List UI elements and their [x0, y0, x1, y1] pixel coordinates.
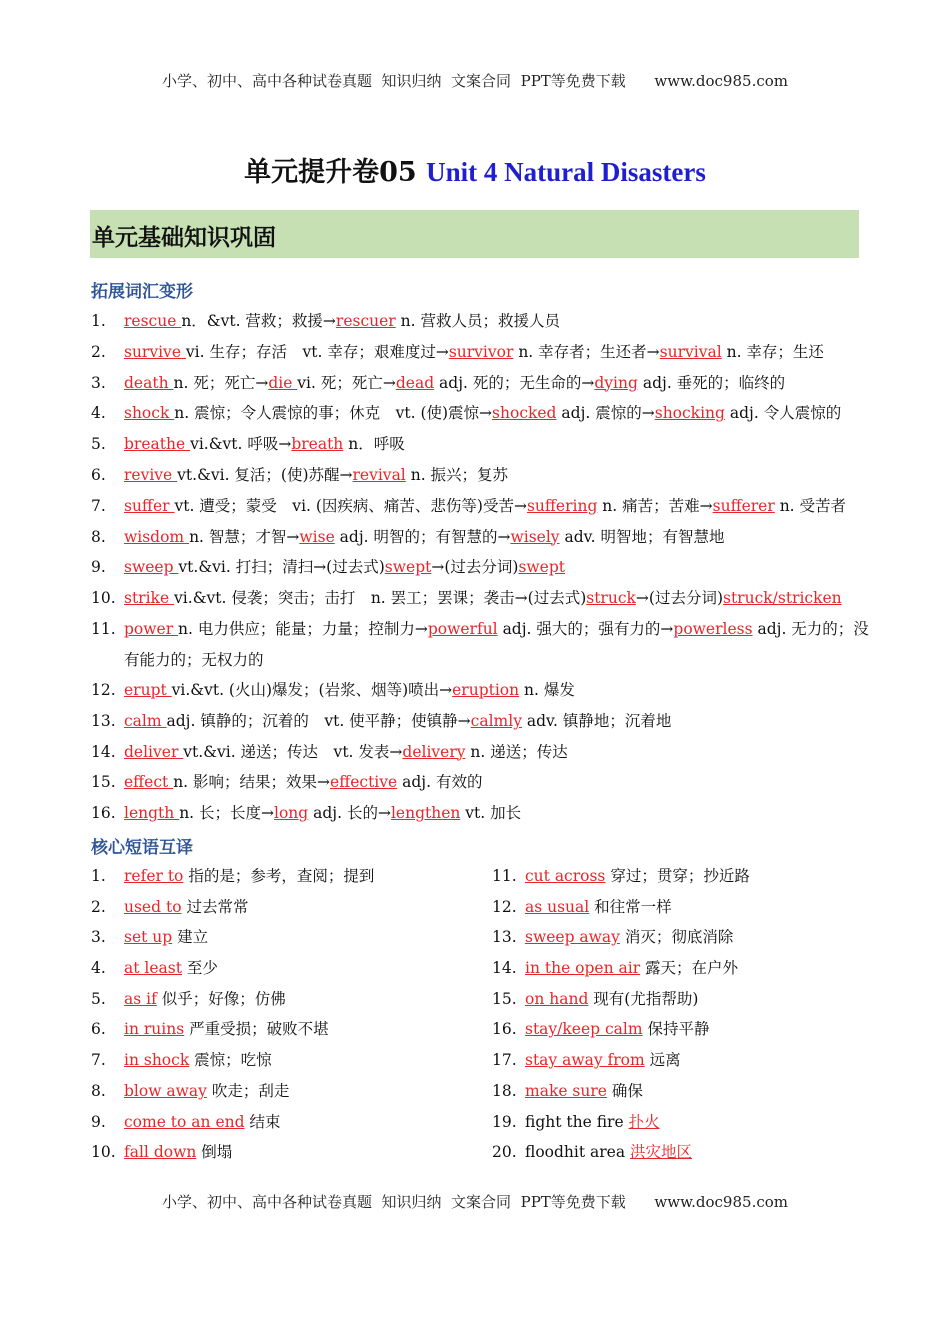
item-number: 6. [91, 1020, 106, 1039]
answer-word: struck/stricken [723, 589, 842, 608]
answer-word: dying [594, 373, 638, 392]
vocab-heading: 拓展词汇变形 [91, 282, 193, 302]
answer-word: erupt [124, 680, 172, 699]
item-number: 2. [91, 342, 106, 361]
vocab-item [91, 368, 871, 399]
definition-text: vi. 死；死亡→ [297, 373, 396, 392]
answer-word: power [124, 619, 179, 638]
vocab-item [91, 306, 871, 337]
answer-word: length [124, 804, 180, 823]
item-text [525, 861, 750, 892]
item-text [124, 522, 871, 553]
item-number: 8. [91, 527, 106, 546]
phrase-item [91, 1076, 491, 1107]
answer-word: death [124, 373, 174, 392]
definition-text: 过去常常 [181, 897, 249, 916]
definition-text: adj. 无力的；没有能力的；无权力的 [124, 619, 869, 669]
definition-text: 现有(尤指帮助) [588, 989, 699, 1008]
definition-text: n. 死；死亡→ [173, 373, 269, 392]
item-text [124, 737, 871, 768]
item-number: 16. [492, 1020, 517, 1039]
item-text [525, 1107, 660, 1138]
definition-text: →(过去分词) [635, 589, 723, 608]
item-number: 5. [91, 989, 106, 1008]
item-number: 8. [91, 1081, 106, 1100]
answer-word: in shock [124, 1051, 190, 1070]
item-number: 13. [91, 711, 116, 730]
definition-text: 指的是；参考，查阅；提到 [183, 867, 375, 885]
definition-text: fight the fire [525, 1112, 629, 1131]
definition-text: vt.&vi. 复活；(使)苏醒→ [177, 465, 353, 484]
item-number: 19. [492, 1112, 517, 1131]
definition-text: vi. 生存；存活 vt. 幸存；艰难度过→ [185, 342, 449, 361]
definition-text: n. 递送；传达 [465, 742, 568, 761]
vocab-item [91, 767, 871, 798]
item-text [124, 552, 871, 583]
answer-word: blow away [124, 1081, 207, 1100]
item-number: 9. [91, 1112, 106, 1131]
item-text [124, 491, 871, 522]
answer-word: as usual [525, 897, 590, 916]
definition-text: vi.&vt. 呼吸→ [190, 435, 292, 454]
page-header: 小学、初中、高中各种试卷真题 知识归纳 文案合同 PPT等免费下载 www.doc985.com [161, 72, 788, 90]
definition-text: n. 影响；结果；效果→ [173, 773, 331, 792]
item-number: 20. [492, 1143, 517, 1162]
definition-text: n. 震惊；令人震惊的事；休克 vt. (使)震惊→ [174, 404, 493, 423]
phrase-item [91, 861, 491, 892]
definition-text: adj. 垂死的；临终的 [637, 373, 786, 392]
item-text [124, 675, 871, 706]
item-number: 3. [91, 373, 106, 392]
item-text [124, 1107, 280, 1138]
answer-word: die [268, 373, 298, 392]
item-number: 10. [91, 1143, 116, 1162]
item-text [124, 922, 208, 953]
phrase-list-right [492, 861, 892, 1168]
answer-word: at least [124, 959, 182, 978]
definition-text: 建立 [172, 928, 209, 947]
page-footer: 小学、初中、高中各种试卷真题 知识归纳 文案合同 PPT等免费下载 www.doc985.com [161, 1193, 788, 1211]
answer-word: wisdom [124, 527, 190, 546]
answer-word: strike [124, 589, 175, 608]
answer-word: refer to [124, 867, 184, 885]
answer-word: breath [291, 435, 344, 454]
definition-text: 至少 [181, 959, 218, 978]
phrase-item [492, 1045, 892, 1076]
item-number: 10. [91, 589, 116, 608]
vocab-item [91, 429, 871, 460]
item-number: 18. [492, 1081, 517, 1100]
definition-text: n. 爆发 [519, 680, 575, 699]
answer-word: lengthen [390, 804, 461, 823]
definition-text: 结束 [244, 1112, 281, 1131]
answer-word: suffering [526, 496, 598, 515]
answer-word: 洪灾地区 [630, 1143, 693, 1162]
phrase-item [492, 1014, 892, 1045]
definition-text: 保持平静 [642, 1020, 710, 1039]
definition-text: 消灭；彻底消除 [619, 928, 734, 947]
answer-word: used to [124, 897, 182, 916]
phrase-item [492, 1076, 892, 1107]
answer-word: swept [384, 558, 432, 577]
phrase-item [91, 1137, 491, 1168]
title-chinese: 单元提升卷05 [244, 157, 427, 188]
definition-text: n．呼吸 [343, 435, 405, 454]
item-text [124, 861, 374, 892]
answer-word: effect [124, 773, 174, 792]
answer-word: shocking [654, 404, 725, 423]
vocab-item [91, 522, 871, 553]
answer-word: on hand [525, 989, 589, 1008]
item-text [124, 953, 218, 984]
answer-word: calmly [470, 711, 522, 730]
item-text [525, 984, 698, 1015]
item-text [525, 953, 738, 984]
answer-word: survivor [448, 342, 514, 361]
item-text [124, 306, 871, 337]
item-number: 16. [91, 804, 116, 823]
definition-text: adj. 镇静的；沉着的 vt. 使平静；使镇静→ [166, 711, 471, 730]
phrase-list-left [91, 861, 491, 1168]
definition-text: n. 受苦者 [774, 496, 847, 515]
answer-word: struck [586, 589, 636, 608]
answer-word: shocked [492, 404, 557, 423]
item-number: 14. [91, 742, 116, 761]
item-text [525, 922, 733, 953]
item-number: 15. [91, 773, 116, 792]
phrase-item [91, 892, 491, 923]
definition-text: n. 电力供应；能量；力量；控制力→ [178, 619, 428, 638]
item-number: 12. [91, 680, 116, 699]
vocab-item [91, 337, 871, 368]
answer-word: cut across [525, 867, 606, 885]
definition-text: vi.&vt. (火山)爆发；(岩浆、烟等)喷出→ [171, 680, 453, 699]
definition-text: →(过去分词) [431, 558, 519, 577]
item-number: 11. [91, 619, 116, 638]
answer-word: deliver [124, 742, 184, 761]
item-number: 9. [91, 558, 106, 577]
definition-text: adj. 强大的；强有力的→ [497, 619, 674, 638]
phrases-heading: 核心短语互译 [91, 838, 193, 858]
title-english: Unit 4 Natural Disasters [426, 157, 706, 187]
definition-text: 远离 [644, 1051, 681, 1070]
item-text [124, 337, 871, 368]
definition-text: 穿过；贯穿；抄近路 [605, 867, 750, 885]
answer-word: sufferer [712, 496, 775, 515]
item-number: 4. [91, 404, 106, 423]
vocab-list [91, 306, 871, 829]
definition-text: 倒塌 [196, 1143, 233, 1162]
item-number: 7. [91, 496, 106, 515]
definition-text: vt.&vi. 递送；传达 vt. 发表→ [183, 742, 403, 761]
item-text [525, 1137, 692, 1168]
answer-word: effective [330, 773, 398, 792]
answer-word: long [274, 804, 309, 823]
answer-word: calm [124, 711, 167, 730]
answer-word: revival [352, 465, 406, 484]
item-number: 14. [492, 959, 517, 978]
definition-text: adj. 有效的 [397, 773, 483, 792]
definition-text: adv. 镇静地；沉着地 [521, 711, 672, 730]
definition-text: adv. 明智地；有智慧地 [559, 527, 725, 546]
item-text [525, 1014, 710, 1045]
definition-text: adj. 长的→ [308, 804, 391, 823]
item-text [124, 706, 871, 737]
phrase-item [91, 1107, 491, 1138]
item-text [124, 614, 871, 676]
item-number: 2. [91, 897, 106, 916]
item-number: 1. [91, 312, 106, 330]
answer-word: powerless [673, 619, 753, 638]
definition-text: vt.&vi. 打扫；清扫→(过去式) [178, 558, 385, 577]
section-banner [90, 210, 859, 258]
answer-word: in ruins [124, 1020, 185, 1039]
definition-text: adj. 震惊的→ [556, 404, 655, 423]
vocab-item [91, 583, 871, 614]
vocab-item [91, 675, 871, 706]
definition-text: adj. 死的；无生命的→ [434, 373, 595, 392]
item-number: 7. [91, 1051, 106, 1070]
definition-text: 露天；在户外 [640, 959, 739, 978]
item-text [124, 1014, 329, 1045]
definition-text: adj. 明智的；有智慧的→ [334, 527, 511, 546]
answer-word: wise [299, 527, 335, 546]
phrase-item [492, 861, 892, 892]
item-number: 17. [492, 1051, 517, 1070]
phrase-item [492, 922, 892, 953]
item-number: 15. [492, 989, 517, 1008]
item-number: 12. [492, 897, 517, 916]
item-number: 1. [91, 867, 106, 885]
phrase-item [91, 1014, 491, 1045]
definition-text: vi.&vt. 侵袭；突击；击打 n. 罢工；罢课；袭击→(过去式) [174, 589, 587, 608]
item-text [124, 892, 248, 923]
answer-word: rescuer [335, 312, 396, 330]
vocab-item [91, 737, 871, 768]
item-text [124, 583, 871, 614]
answer-word: 扑火 [628, 1112, 660, 1131]
definition-text: n. 振兴；复苏 [405, 465, 509, 484]
phrase-item [91, 984, 491, 1015]
definition-text: n. 智慧；才智→ [189, 527, 300, 546]
definition-text: vt. 遭受；蒙受 vi. (因疾病、痛苦、悲伤等)受苦→ [174, 496, 527, 515]
section-title: 单元基础知识巩固 [92, 225, 276, 251]
definition-text: adj. 令人震惊的 [724, 404, 842, 423]
definition-text: vt. 加长 [460, 804, 522, 823]
item-text [525, 892, 672, 923]
definition-text: 震惊；吃惊 [189, 1051, 272, 1070]
answer-word: delivery [402, 742, 466, 761]
item-text [124, 984, 286, 1015]
answer-word: as if [124, 989, 157, 1008]
answer-word: shock [124, 404, 175, 423]
answer-word: swept [518, 558, 565, 577]
answer-word: stay away from [525, 1051, 645, 1070]
answer-word: make sure [525, 1081, 607, 1100]
definition-text: n. 痛苦；苦难→ [597, 496, 713, 515]
vocab-item [91, 706, 871, 737]
answer-word: revive [124, 465, 178, 484]
vocab-item [91, 614, 871, 675]
item-number: 3. [91, 928, 106, 947]
item-text [124, 368, 871, 399]
vocab-item [91, 460, 871, 491]
item-number: 6. [91, 465, 106, 484]
item-number: 13. [492, 928, 517, 947]
answer-word: eruption [452, 680, 520, 699]
vocab-item [91, 798, 871, 829]
phrase-item [492, 892, 892, 923]
vocab-item [91, 398, 871, 429]
answer-word: rescue [124, 312, 182, 330]
answer-word: suffer [124, 496, 175, 515]
phrase-item [492, 1107, 892, 1138]
vocab-item [91, 552, 871, 583]
answer-word: in the open air [525, 959, 641, 978]
answer-word: dead [395, 373, 435, 392]
answer-word: wisely [510, 527, 560, 546]
definition-text: n. 营救人员；救援人员 [395, 312, 560, 330]
item-text [124, 1137, 232, 1168]
answer-word: powerful [427, 619, 498, 638]
phrase-item [91, 922, 491, 953]
definition-text: n. 幸存；生还 [721, 342, 824, 361]
item-text [124, 398, 871, 429]
phrase-item [492, 1137, 892, 1168]
item-text [525, 1045, 681, 1076]
phrase-item [492, 953, 892, 984]
definition-text: n．&vt. 营救；救援→ [181, 312, 336, 330]
page-title [0, 150, 950, 189]
answer-word: breathe [124, 435, 191, 454]
definition-text: 和往常一样 [589, 897, 672, 916]
item-number: 11. [492, 867, 517, 885]
item-text [124, 1045, 272, 1076]
definition-text: 似乎；好像；仿佛 [156, 989, 286, 1008]
answer-word: stay/keep calm [525, 1020, 643, 1039]
definition-text: 确保 [606, 1081, 643, 1100]
answer-word: come to an end [124, 1112, 245, 1131]
answer-word: sweep away [525, 928, 620, 947]
answer-word: sweep [124, 558, 179, 577]
vocab-item [91, 491, 871, 522]
item-text [124, 429, 871, 460]
answer-word: survival [659, 342, 722, 361]
item-text [124, 798, 871, 829]
item-number: 5. [91, 435, 106, 454]
phrase-item [492, 984, 892, 1015]
item-text [124, 460, 871, 491]
item-text [124, 1076, 289, 1107]
item-text [525, 1076, 643, 1107]
definition-text: n. 幸存者；生还者→ [513, 342, 660, 361]
item-number: 4. [91, 959, 106, 978]
phrase-item [91, 953, 491, 984]
definition-text: 严重受损；破败不堪 [184, 1020, 329, 1039]
item-text [124, 767, 871, 798]
definition-text: 吹走；刮走 [206, 1081, 290, 1100]
answer-word: fall down [124, 1143, 197, 1162]
definition-text: floodhit area [525, 1143, 631, 1162]
answer-word: survive [124, 342, 186, 361]
phrase-item [91, 1045, 491, 1076]
answer-word: set up [124, 928, 173, 947]
definition-text: n. 长；长度→ [179, 804, 275, 823]
